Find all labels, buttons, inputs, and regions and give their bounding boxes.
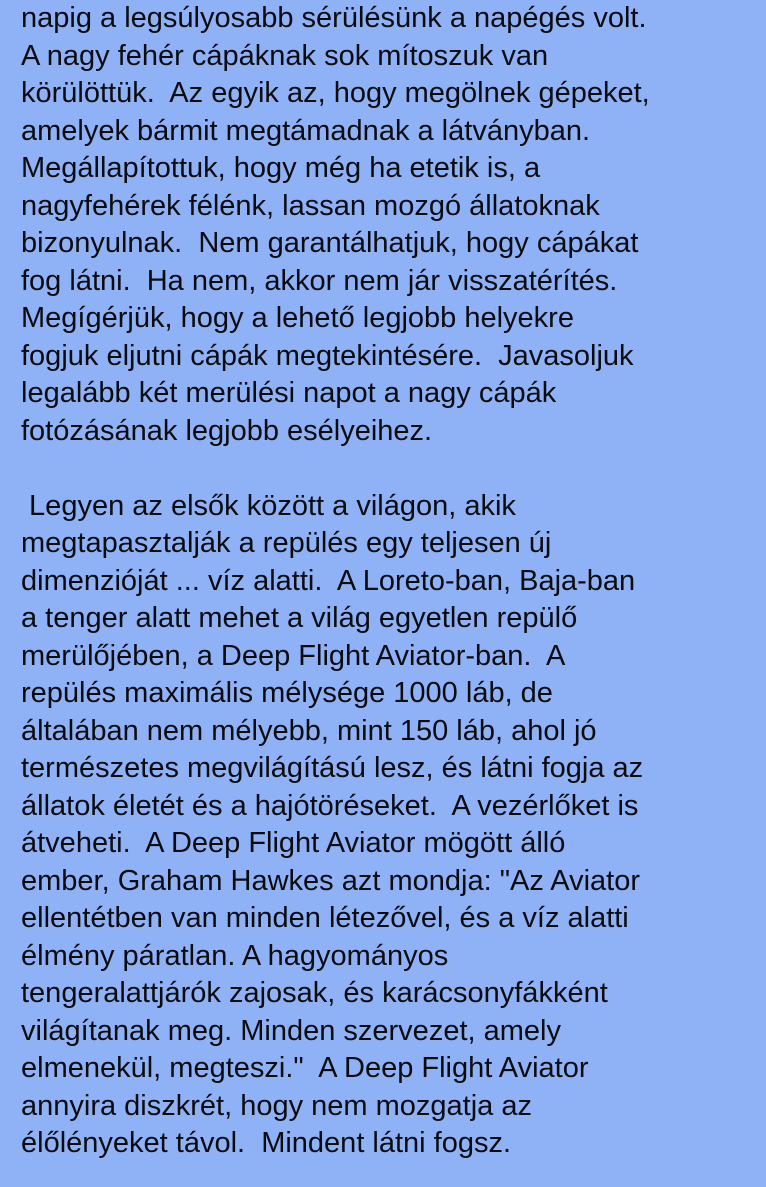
paragraph-gap <box>21 450 766 488</box>
text-line: Megígérjük, hogy a lehető legjobb helyekre <box>21 302 574 334</box>
text-line: napig a legsúlyosabb sérülésünk a napégés volt. <box>21 2 647 34</box>
text-line: nagyfehérek félénk, lassan mozgó állatoknak <box>21 189 600 222</box>
text-line: fogjuk eljutni cápák megtekintésére. Javasoljuk <box>21 339 634 372</box>
text-line: átveheti. A Deep Flight Aviator mögött álló <box>21 827 566 859</box>
text-line: Legyen az elsők között a világon, akik <box>21 489 516 522</box>
text-line: fotózásának legjobb esélyeihez. <box>21 414 433 447</box>
text-line: tengeralattjárók zajosak, és karácsonyfákként <box>21 977 608 1009</box>
text-line: legalább két merülési napot a nagy cápák <box>21 377 557 409</box>
text-line: Megállapítottuk, hogy még ha etetik is, a <box>21 152 541 184</box>
text-line: repülés maximális mélysége 1000 láb, de <box>21 677 553 709</box>
text-line: élmény páratlan. A hagyományos <box>21 939 449 972</box>
text-line: természetes megvilágítású lesz, és látni fogja az <box>21 752 644 784</box>
text-line: bizonyulnak. Nem garantálhatjuk, hogy cápákat <box>21 227 639 259</box>
text-line: világítanak meg. Minden szervezet, amely <box>21 1014 561 1047</box>
text-line: a tenger alatt mehet a világ egyetlen repülő <box>21 602 578 634</box>
paragraph-sharks <box>21 0 766 450</box>
text-line: élőlényeket távol. Mindent látni fogsz. <box>21 1127 512 1159</box>
text-line: elmenekül, megteszi." A Deep Flight Aviator <box>21 1052 589 1084</box>
text-line: általában nem mélyebb, mint 150 láb, ahol jó <box>21 714 597 747</box>
text-line: körülöttük. Az egyik az, hogy megölnek gépeket, <box>21 77 650 109</box>
text-line: annyira diszkrét, hogy nem mozgatja az <box>21 1089 532 1122</box>
paragraph-deep-flight-aviator <box>21 488 766 1163</box>
text-line: állatok életét és a hajótöréseket. A vezérlőket is <box>21 789 639 822</box>
text-line: megtapasztalják a repülés egy teljesen új <box>21 527 552 559</box>
text-line: A nagy fehér cápáknak sok mítoszuk van <box>21 39 549 72</box>
text-line: dimenzióját ... víz alatti. A Loreto-ban, Baja-ban <box>21 564 636 597</box>
text-line: merülőjében, a Deep Flight Aviator-ban. A <box>21 639 566 672</box>
text-line: ellentétben van minden létezővel, és a víz alatti <box>21 902 629 934</box>
text-line: ember, Graham Hawkes azt mondja: "Az Aviator <box>21 864 641 897</box>
text-line: amelyek bármit megtámadnak a látványban. <box>21 114 591 147</box>
text-line: fog látni. Ha nem, akkor nem jár visszatérítés. <box>21 264 618 297</box>
